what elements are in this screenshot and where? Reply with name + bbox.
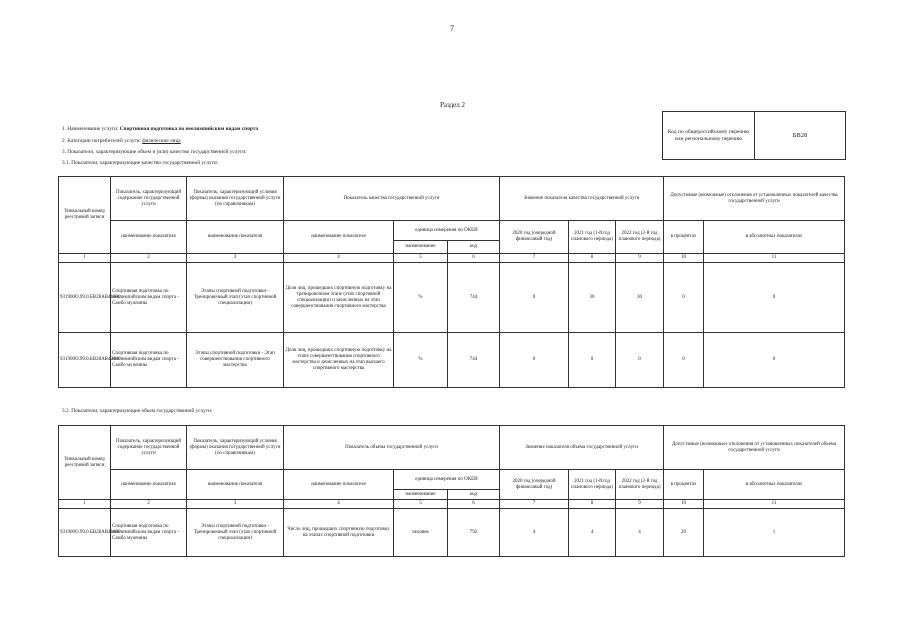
header-unit-code: код bbox=[448, 241, 500, 254]
code-box-value: БВ28 bbox=[792, 132, 808, 139]
cell-unique-number: 931900О.99.0.БВ28АВ42000 bbox=[59, 333, 111, 388]
cell-code: 744 bbox=[448, 333, 500, 388]
service-name-line bbox=[62, 126, 258, 132]
consumers-value: физические лица bbox=[142, 138, 181, 144]
cell-value-2021: 0 bbox=[569, 333, 616, 388]
header-percent: в процентах bbox=[664, 470, 704, 500]
column-number: 7 bbox=[500, 500, 569, 509]
header-unit: единица измерения по ОКЕИ bbox=[394, 221, 500, 241]
header-unit-code: код bbox=[448, 490, 500, 500]
code-box bbox=[662, 111, 846, 160]
quality-table bbox=[58, 176, 845, 388]
column-number: 11 bbox=[704, 254, 845, 263]
section-title: Раздел 2 bbox=[439, 101, 466, 109]
header-year-2021: 2021 год (1-й год планового периода) bbox=[569, 470, 616, 500]
header-name-indicator: наименование показателя bbox=[111, 470, 187, 500]
service-name-value: Спортивная подготовка по неолимпийским видам спорта bbox=[119, 126, 259, 132]
cell-unit: человек bbox=[394, 509, 448, 557]
cell-condition: Этапы спортивной подготовки - Тренировочный этап (этап спортивной специализации) bbox=[187, 263, 284, 333]
header-percent: в процентах bbox=[664, 221, 704, 254]
cell-unit: % bbox=[394, 263, 448, 333]
column-number: 1 bbox=[59, 500, 111, 509]
table-row bbox=[59, 509, 845, 557]
cell-unit: % bbox=[394, 333, 448, 388]
header-unique-number: Уникальный номер реестровой записи bbox=[59, 177, 111, 254]
cell-content: Спортивная подготовка по неолимпийским видам спорта - Самбо мужчины bbox=[111, 263, 187, 333]
cell-code: 744 bbox=[448, 263, 500, 333]
column-number: 2 bbox=[111, 254, 187, 263]
service-consumers-line bbox=[62, 138, 181, 144]
volume-heading: 3.2. Показатели, характеризующие объем государственной услуги: bbox=[62, 408, 213, 414]
header-name-indicator: наименование показателя bbox=[284, 221, 394, 254]
code-box-label: Код по общероссийскому перечню или региональному перечню bbox=[663, 112, 755, 159]
cell-indicator: Доля лиц, прошедших спортивную подготовку на тренировочном этапе (этап спортивной специализации) и зачисленных на этап совершенствования спортивного мастерства bbox=[284, 263, 394, 333]
column-number: 5 bbox=[394, 500, 448, 509]
column-number: 10 bbox=[664, 500, 704, 509]
cell-unique-number: 931900О.99.0.БВ28АВ41000 bbox=[59, 263, 111, 333]
quality-heading: 3.1. Показатели, характеризующие качество государственной услуги: bbox=[62, 160, 219, 166]
column-number: 3 bbox=[187, 500, 284, 509]
cell-deviation-percent: 0 bbox=[664, 333, 704, 388]
header-content: Показатель, характеризующий содержание государственной услуги bbox=[111, 426, 187, 470]
cell-value-2020: 0 bbox=[500, 263, 569, 333]
column-number: 11 bbox=[704, 500, 845, 509]
cell-deviation-absolute: 0 bbox=[704, 333, 845, 388]
cell-value-2022: 30 bbox=[616, 263, 664, 333]
header-deviation: Допустимые (возможные) отклонения от установленных показателей объема государственной услуги bbox=[664, 426, 845, 470]
header-conditions: Показатель, характеризующий условия (формы) оказания государственной услуги (по справочникам) bbox=[187, 177, 284, 221]
header-indicator-value: Значение показателя объема государственной услуги bbox=[500, 426, 664, 470]
table-row bbox=[59, 263, 845, 333]
header-unit-name: наименование bbox=[394, 490, 448, 500]
cell-deviation-absolute: 0 bbox=[704, 263, 845, 333]
header-absolute: в абсолютных показателях bbox=[704, 470, 845, 500]
column-number: 10 bbox=[664, 254, 704, 263]
header-conditions: Показатель, характеризующий условия (формы) оказания государственной услуги (по справочникам) bbox=[187, 426, 284, 470]
column-number: 7 bbox=[500, 254, 569, 263]
cell-unique-number: 931900О.99.0.БВ28АВ41000 bbox=[59, 509, 111, 557]
page-number: 7 bbox=[450, 24, 454, 33]
column-number: 2 bbox=[111, 500, 187, 509]
column-number: 3 bbox=[187, 254, 284, 263]
header-name-indicator: наименование показателя bbox=[187, 221, 284, 254]
cell-value-2020: 0 bbox=[500, 333, 569, 388]
header-unit-name: наименование bbox=[394, 241, 448, 254]
header-indicator-value: Значение показателя качества государственной услуги bbox=[500, 177, 664, 221]
cell-value-2022: 0 bbox=[616, 333, 664, 388]
header-deviation: Допустимые (возможные) отклонения от установленных показателей качества государственной услуги bbox=[664, 177, 845, 221]
cell-value-2022: 4 bbox=[616, 509, 664, 557]
header-year-2022: 2022 год (2-й год планового периода) bbox=[616, 470, 664, 500]
column-number: 9 bbox=[616, 254, 664, 263]
column-number: 9 bbox=[616, 500, 664, 509]
header-quality-indicator: Показатель качества государственной услуги bbox=[284, 177, 500, 221]
header-unique-number: Уникальный номер реестровой записи bbox=[59, 426, 111, 500]
cell-deviation-absolute: 1 bbox=[704, 509, 845, 557]
column-number: 5 bbox=[394, 254, 448, 263]
cell-value-2021: 30 bbox=[569, 263, 616, 333]
header-year-2020: 2020 год (очередной финансовый год) bbox=[500, 221, 569, 254]
cell-deviation-percent: 20 bbox=[664, 509, 704, 557]
cell-indicator: Доля лиц, прошедших спортивную подготовку на этапе совершенствования спортивного мастерства и зачисленных на этап высшего спортивного мастерства bbox=[284, 333, 394, 388]
header-volume-indicator: Показатель объема государственной услуги bbox=[284, 426, 500, 470]
header-name-indicator: наименование показателя bbox=[111, 221, 187, 254]
header-year-2020: 2020 год (очередной финансовый год) bbox=[500, 470, 569, 500]
header-unit: единица измерения по ОКЕИ bbox=[394, 470, 500, 490]
column-number: 4 bbox=[284, 254, 394, 263]
column-number: 6 bbox=[448, 254, 500, 263]
cell-condition: Этапы спортивной подготовки - Тренировочный этап (этап спортивной специализации) bbox=[187, 509, 284, 557]
cell-content: Спортивная подготовка по неолимпийским видам спорта - Самбо мужчины bbox=[111, 333, 187, 388]
table-row bbox=[59, 333, 845, 388]
header-content: Показатель, характеризующий содержание государственной услуги bbox=[111, 177, 187, 221]
header-absolute: в абсолютных показателях bbox=[704, 221, 845, 254]
cell-value-2020: 4 bbox=[500, 509, 569, 557]
column-number: 8 bbox=[569, 254, 616, 263]
consumers-label: 2. Категории потребителей услуги: bbox=[62, 138, 141, 144]
column-number: 8 bbox=[569, 500, 616, 509]
volume-table bbox=[58, 425, 845, 557]
column-number: 6 bbox=[448, 500, 500, 509]
column-number: 1 bbox=[59, 254, 111, 263]
header-name-indicator: наименование показателя bbox=[284, 470, 394, 500]
cell-deviation-percent: 0 bbox=[664, 263, 704, 333]
header-year-2022: 2022 год (2-й год планового периода) bbox=[616, 221, 664, 254]
cell-condition: Этапы спортивной подготовки - Этап совершенствования спортивного мастерства bbox=[187, 333, 284, 388]
header-name-indicator: наименование показателя bbox=[187, 470, 284, 500]
cell-code: 792 bbox=[448, 509, 500, 557]
cell-indicator: Число лиц, прошедших спортивную подготовку на этапах спортивной подготовки bbox=[284, 509, 394, 557]
header-year-2021: 2021 год (1-й год планового периода) bbox=[569, 221, 616, 254]
service-name-label: 1. Наименование услуги: bbox=[62, 126, 119, 132]
cell-value-2021: 4 bbox=[569, 509, 616, 557]
indicators-heading: 3. Показатели, характеризующие объем и (или) качество государственной услуги: bbox=[62, 149, 247, 155]
column-number: 4 bbox=[284, 500, 394, 509]
cell-content: Спортивная подготовка по неолимпийским видам спорта - Самбо мужчины bbox=[111, 509, 187, 557]
